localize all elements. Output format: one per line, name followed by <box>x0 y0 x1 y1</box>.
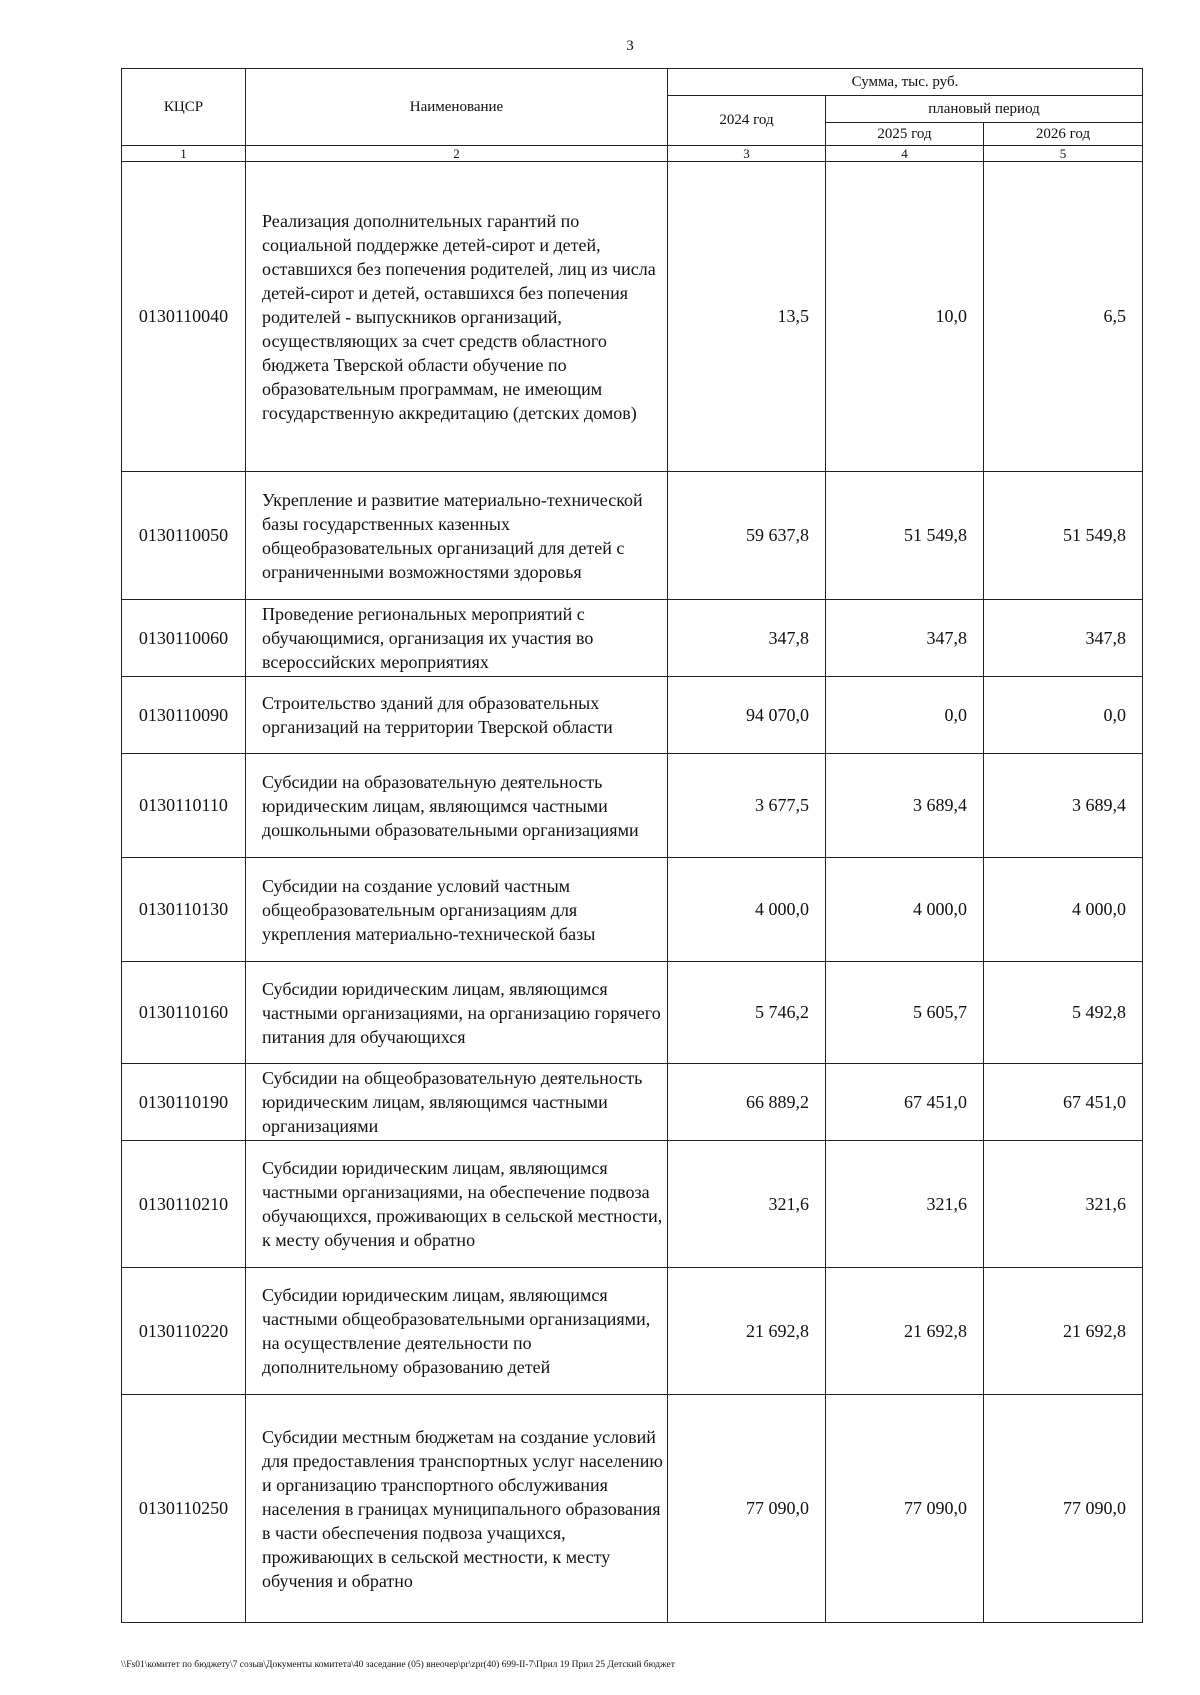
row-amount-2025: 5 605,7 <box>826 962 984 1064</box>
row-name: Субсидии на создание условий частным общеобразовательным организациям для укрепления материально-технической базы <box>246 858 668 962</box>
row-amount-2026: 6,5 <box>984 162 1143 472</box>
row-amount-2026: 21 692,8 <box>984 1268 1143 1395</box>
row-amount-2025: 4 000,0 <box>826 858 984 962</box>
row-name: Укрепление и развитие материально-технической базы государственных казенных общеобразовательных организаций для детей с ограниченными возможностями здоровья <box>246 472 668 600</box>
header-code-column: КЦСР <box>122 69 246 146</box>
row-amount-2025: 3 689,4 <box>826 754 984 858</box>
row-code: 0130110040 <box>122 162 246 472</box>
row-amount-2024: 3 677,5 <box>668 754 826 858</box>
header-year-2026: 2026 год <box>984 123 1143 146</box>
row-amount-2024: 13,5 <box>668 162 826 472</box>
row-name: Строительство зданий для образовательных организаций на территории Тверской области <box>246 677 668 754</box>
header-planning-period: плановый период <box>826 96 1143 123</box>
row-code: 0130110160 <box>122 962 246 1064</box>
row-name: Субсидии на общеобразовательную деятельность юридическим лицам, являющимся частными организациями <box>246 1064 668 1141</box>
row-code: 0130110210 <box>122 1141 246 1268</box>
header-sum-column: Сумма, тыс. руб. <box>668 69 1143 96</box>
row-amount-2025: 51 549,8 <box>826 472 984 600</box>
row-code: 0130110190 <box>122 1064 246 1141</box>
row-code: 0130110250 <box>122 1395 246 1623</box>
table-row <box>122 472 1143 600</box>
column-number-3: 3 <box>668 146 826 162</box>
row-amount-2024: 347,8 <box>668 600 826 677</box>
table-row <box>122 1268 1143 1395</box>
footer-file-path: \\Fs01\комитет по бюджету\7 созыв\Документы комитета\40 заседание (05) внеочер\pr\zpr(40) 699-II-7\Прил 19 Прил 25 Детский бюджет <box>121 1660 675 1670</box>
row-amount-2024: 21 692,8 <box>668 1268 826 1395</box>
column-number-5: 5 <box>984 146 1143 162</box>
table-row <box>122 754 1143 858</box>
column-number-1: 1 <box>122 146 246 162</box>
row-name: Субсидии юридическим лицам, являющимся частными организациями, на организацию горячего питания для обучающихся <box>246 962 668 1064</box>
row-amount-2026: 5 492,8 <box>984 962 1143 1064</box>
row-code: 0130110130 <box>122 858 246 962</box>
row-amount-2024: 4 000,0 <box>668 858 826 962</box>
row-amount-2024: 5 746,2 <box>668 962 826 1064</box>
header-year-2024: 2024 год <box>668 96 826 146</box>
table-row <box>122 1064 1143 1141</box>
row-amount-2026: 4 000,0 <box>984 858 1143 962</box>
row-amount-2025: 10,0 <box>826 162 984 472</box>
row-name: Проведение региональных мероприятий с обучающимися, организация их участия во всероссийских мероприятиях <box>246 600 668 677</box>
row-amount-2025: 321,6 <box>826 1141 984 1268</box>
row-amount-2024: 321,6 <box>668 1141 826 1268</box>
header-name-column: Наименование <box>246 69 668 146</box>
table-row <box>122 677 1143 754</box>
row-amount-2024: 94 070,0 <box>668 677 826 754</box>
row-name: Субсидии юридическим лицам, являющимся частными общеобразовательными организациями, на осуществление деятельности по дополнительному образованию детей <box>246 1268 668 1395</box>
row-amount-2025: 347,8 <box>826 600 984 677</box>
row-amount-2026: 77 090,0 <box>984 1395 1143 1623</box>
row-code: 0130110090 <box>122 677 246 754</box>
row-amount-2026: 321,6 <box>984 1141 1143 1268</box>
budget-table <box>121 68 1143 1623</box>
row-amount-2024: 59 637,8 <box>668 472 826 600</box>
table-row <box>122 1141 1143 1268</box>
row-amount-2025: 67 451,0 <box>826 1064 984 1141</box>
header-year-2025: 2025 год <box>826 123 984 146</box>
row-code: 0130110220 <box>122 1268 246 1395</box>
column-number-2: 2 <box>246 146 668 162</box>
row-amount-2026: 51 549,8 <box>984 472 1143 600</box>
row-name: Субсидии местным бюджетам на создание условий для предоставления транспортных услуг населению и организацию транспортного обслуживания населения в границах муниципального образования в части обеспечения подвоза учащихся, проживающих в сельской местности, к месту обучения и обратно <box>246 1395 668 1623</box>
table-row <box>122 858 1143 962</box>
table-row <box>122 600 1143 677</box>
row-name: Реализация дополнительных гарантий по социальной поддержке детей-сирот и детей, оставшихся без попечения родителей, лиц из числа детей-сирот и детей, оставшихся без попечения родителей - выпускников организаций, осуществляющих за счет средств областного бюджета Тверской области обучение по образовательным программам, не имеющим государственную аккредитацию (детских домов) <box>246 162 668 472</box>
row-amount-2026: 67 451,0 <box>984 1064 1143 1141</box>
row-amount-2025: 0,0 <box>826 677 984 754</box>
table-row <box>122 162 1143 472</box>
row-code: 0130110060 <box>122 600 246 677</box>
row-amount-2024: 77 090,0 <box>668 1395 826 1623</box>
row-amount-2025: 21 692,8 <box>826 1268 984 1395</box>
row-name: Субсидии на образовательную деятельность юридическим лицам, являющимся частными дошкольными образовательными организациями <box>246 754 668 858</box>
table-row <box>122 1395 1143 1623</box>
row-amount-2026: 347,8 <box>984 600 1143 677</box>
row-name: Субсидии юридическим лицам, являющимся частными организациями, на обеспечение подвоза обучающихся, проживающих в сельской местности, к месту обучения и обратно <box>246 1141 668 1268</box>
row-amount-2025: 77 090,0 <box>826 1395 984 1623</box>
row-amount-2026: 0,0 <box>984 677 1143 754</box>
row-code: 0130110110 <box>122 754 246 858</box>
row-code: 0130110050 <box>122 472 246 600</box>
table-row <box>122 962 1143 1064</box>
row-amount-2026: 3 689,4 <box>984 754 1143 858</box>
row-amount-2024: 66 889,2 <box>668 1064 826 1141</box>
page-number: 3 <box>626 38 634 54</box>
column-number-4: 4 <box>826 146 984 162</box>
